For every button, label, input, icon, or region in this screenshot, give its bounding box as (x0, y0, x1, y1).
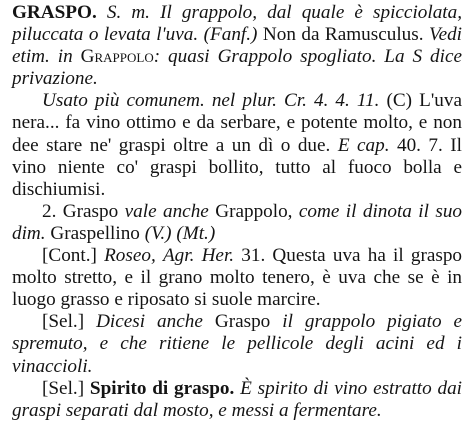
sense-text: vale anche (124, 200, 209, 222)
bracket-marker: [Sel.] (42, 311, 85, 333)
chapter-ref: E cap. (337, 134, 390, 156)
entry-paragraph-cont (12, 245, 462, 311)
citation: Cr. 4. 4. 11. (284, 90, 380, 112)
usage-note: Usato più comunem. nel plur. (42, 90, 277, 112)
subentry-term: Spirito di graspo. (89, 377, 235, 399)
chapter-number: 40. 7. (396, 134, 443, 156)
definition: Il grappolo, dal quale è spicciolata, piluccata o levata l'uva. (12, 2, 463, 46)
quasi-text: : quasi Grappolo spogliato. La S dice privazione. (12, 46, 462, 90)
term: Graspo (214, 311, 271, 333)
crusca-marker: (C) (386, 90, 413, 112)
entry-paragraph-definition (12, 2, 462, 90)
cross-reference: Grappolo (80, 46, 154, 68)
part-of-speech: S. m. (106, 2, 150, 23)
diminutive: Graspellino (50, 222, 140, 244)
entry-paragraph-sense-2 (12, 201, 462, 245)
sense-number: 2. (42, 200, 57, 222)
term: Graspo (62, 200, 119, 222)
headword: GRASPO. (12, 2, 97, 23)
entry-paragraph-sel-2 (12, 378, 462, 422)
bracket-marker: [Cont.] (42, 245, 97, 267)
entry-paragraph-sel-1 (12, 311, 462, 377)
source-abbrev: (Fanf.) (203, 24, 258, 46)
work-title: Agr. Her. (162, 245, 235, 267)
source-marks: (V.) (Mt.) (144, 222, 216, 244)
subentry-definition: È spirito di vino estratto dai graspi separati dal mosto, e messi a fermentare. (12, 377, 463, 421)
etymology-note: Non da Ramusculus. (262, 24, 424, 46)
sense-text: Dicesi anche (96, 311, 203, 333)
term: Grappolo, (215, 200, 293, 222)
entry-paragraph-usage (12, 90, 462, 200)
bracket-marker: [Sel.] (42, 377, 85, 399)
author: Roseo, (104, 245, 156, 267)
quotation: Il vino niente co' graspi bollito, tutto al fuoco bolla e dischiumisi. (12, 134, 463, 200)
sense-text: come il dinota il suo dim. (12, 200, 463, 244)
quotation: L'uva nera... fa vino ottimo e da serbare, e potente molto, e non dee stare ne' graspi oltre a un dì o due. (12, 90, 462, 156)
sense-text: il grappolo pigiato e spremuto, e che ritiene le pellicole degli acini ed i vinaccioli. (12, 311, 463, 377)
work-number: 31. (241, 245, 266, 267)
quotation: Questa uva ha il graspo molto stretto, e il grano molto tenero, è uva che se è in luogo grasso e riposato si suole marcire. (12, 245, 463, 311)
vedi-text: Vedi etim. in (12, 24, 463, 68)
